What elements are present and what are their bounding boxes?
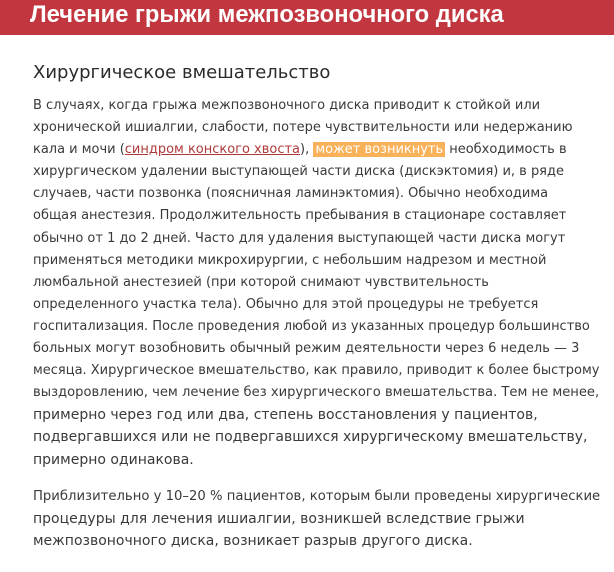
text-line: процедуры для лечения ишиалгии, возникшей вследствие грыжи	[33, 511, 525, 528]
text-line: В случаях, когда грыжа межпозвоночного диска приводит к стойкой или	[33, 98, 541, 113]
text-line: примерно одинакова.	[33, 451, 194, 468]
text-line: общая анестезия. Продолжительность пребывания в стационаре составляет	[33, 208, 567, 224]
text-line: межпозвоночного диска, возникает разрыв другого диска.	[33, 533, 473, 550]
highlighted-phrase: может возникнуть	[315, 142, 444, 158]
cauda-equina-link[interactable]: синдром конского хвоста	[124, 142, 300, 158]
text-fragment: ),	[300, 142, 310, 158]
text-line: примерно через год или два, степень восстановления у пациентов,	[33, 407, 538, 424]
text-line: обычно от 1 до 2 дней. Часто для удаления выступающей части диска могут	[33, 230, 566, 246]
text-line: определенного участка тела). Обычно для этой процедуры не требуется	[33, 296, 539, 312]
paragraph-recurrence	[33, 486, 600, 552]
text-line: хронической ишиалгии, слабости, потере чувствительности или недержанию	[33, 120, 573, 136]
text-line: госпитализация. После проведения любой из указанных процедур большинство	[33, 318, 590, 334]
text-line: подвергавшихся или не подвергавшихся хирургическому вмешательству,	[33, 429, 588, 446]
paragraph-surgery	[33, 95, 599, 471]
section-heading: Хирургическое вмешательство	[33, 62, 331, 83]
text-line: больных могут возобновить обычный режим деятельности через 6 недель — 3	[33, 341, 580, 357]
text-line: случаев, части позвонка (поясничная ламинэктомия). Обычно необходима	[33, 186, 549, 202]
text-line: Приблизительно у 10–20 % пациентов, которым были проведены хирургические	[33, 489, 601, 504]
page-title: Лечение грыжи межпозвоночного диска	[30, 1, 504, 28]
text-line: применяться методики микрохирургии, с небольшим надрезом и местной	[33, 252, 547, 268]
text-line-with-link	[33, 139, 599, 161]
text-fragment: кала и мочи (	[33, 142, 125, 158]
text-line: хирургическом удалении выступающей части диска (дискэктомия) и, в ряде	[33, 164, 564, 180]
text-fragment: необходимость в	[445, 142, 567, 158]
text-line: выздоровлению, чем лечение без хирургического вмешательства. Тем не менее,	[33, 385, 600, 401]
header-bar	[0, 0, 614, 35]
text-line: месяца. Хирургическое вмешательство, как правило, приводит к более быстрому	[33, 363, 600, 379]
text-line: люмбальной анестезией (при которой снимают чувствительность	[33, 274, 489, 290]
